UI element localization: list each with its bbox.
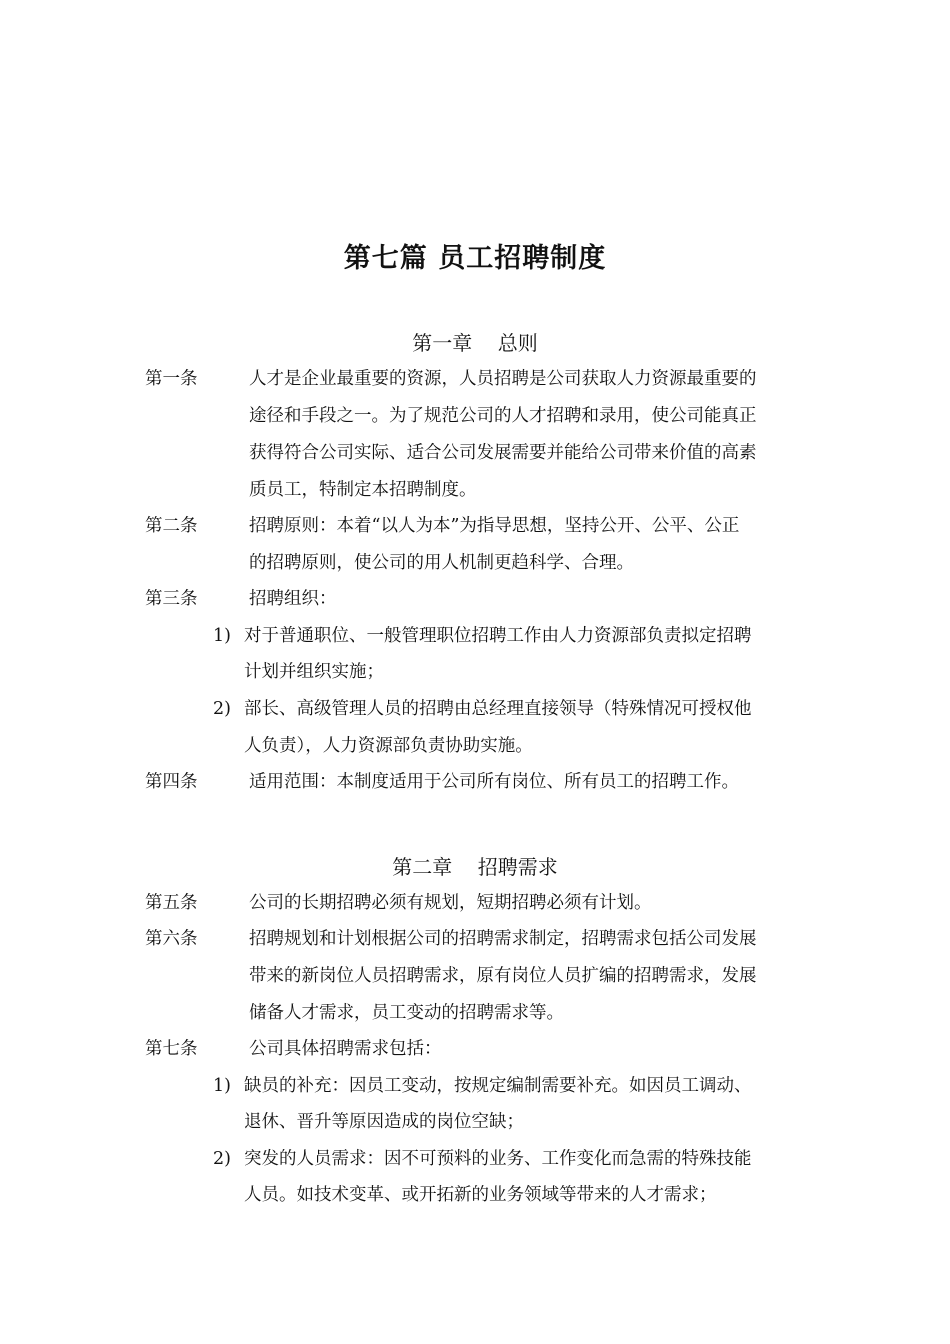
list-item-number: 2) (213, 1149, 231, 1169)
chapter-heading: 第二章 招聘需求 (392, 855, 558, 879)
list-item-number: 1) (213, 626, 231, 646)
article-text-line: 获得符合公司实际、适合公司发展需要并能给公司带来价值的高素 (249, 443, 757, 463)
list-item-text: 缺员的补充：因员工变动，按规定编制需要补充。如因员工调动、 (244, 1076, 752, 1096)
list-item-text: 对于普通职位、一般管理职位招聘工作由人力资源部负责拟定招聘 (244, 626, 752, 646)
article-label: 第二条 (145, 516, 198, 536)
article-text-line: 公司具体招聘需求包括： (249, 1039, 442, 1059)
list-item-text: 人负责），人力资源部负责协助实施。 (244, 736, 533, 756)
article-text-line: 招聘组织： (249, 589, 337, 609)
list-item-text: 部长、高级管理人员的招聘由总经理直接领导（特殊情况可授权他 (244, 699, 752, 719)
article-label: 第四条 (145, 772, 198, 792)
article-label: 第六条 (145, 929, 198, 949)
article-label: 第五条 (145, 893, 198, 913)
article-text-line: 的招聘原则，使公司的用人机制更趋科学、合理。 (249, 553, 634, 573)
article-text-line: 质员工，特制定本招聘制度。 (249, 480, 477, 500)
list-item-text: 计划并组织实施； (244, 662, 384, 682)
article-text-line: 招聘原则：本着“以人为本”为指导思想，坚持公开、公平、公正 (249, 516, 740, 536)
article-text-line: 招聘规划和计划根据公司的招聘需求制定，招聘需求包括公司发展 (249, 929, 757, 949)
article-text-line: 途径和手段之一。为了规范公司的人才招聘和录用，使公司能真正 (249, 406, 757, 426)
list-item-text: 人员。如技术变革、或开拓新的业务领域等带来的人才需求； (244, 1185, 717, 1205)
article-label: 第三条 (145, 589, 198, 609)
document-title: 第七篇 员工招聘制度 (343, 243, 607, 274)
list-item-text: 退休、晋升等原因造成的岗位空缺； (244, 1112, 524, 1132)
article-label: 第七条 (145, 1039, 198, 1059)
article-text-line: 适用范围：本制度适用于公司所有岗位、所有员工的招聘工作。 (249, 772, 739, 792)
article-text-line: 人才是企业最重要的资源，人员招聘是公司获取人力资源最重要的 (249, 369, 757, 389)
article-text-line: 公司的长期招聘必须有规划，短期招聘必须有计划。 (249, 893, 652, 913)
list-item-number: 1) (213, 1076, 231, 1096)
article-text-line: 储备人才需求，员工变动的招聘需求等。 (249, 1003, 564, 1023)
article-text-line: 带来的新岗位人员招聘需求，原有岗位人员扩编的招聘需求，发展 (249, 966, 757, 986)
list-item-number: 2) (213, 699, 231, 719)
chapter-heading: 第一章 总则 (412, 331, 538, 355)
article-label: 第一条 (145, 369, 198, 389)
list-item-text: 突发的人员需求：因不可预料的业务、工作变化而急需的特殊技能 (244, 1149, 752, 1169)
